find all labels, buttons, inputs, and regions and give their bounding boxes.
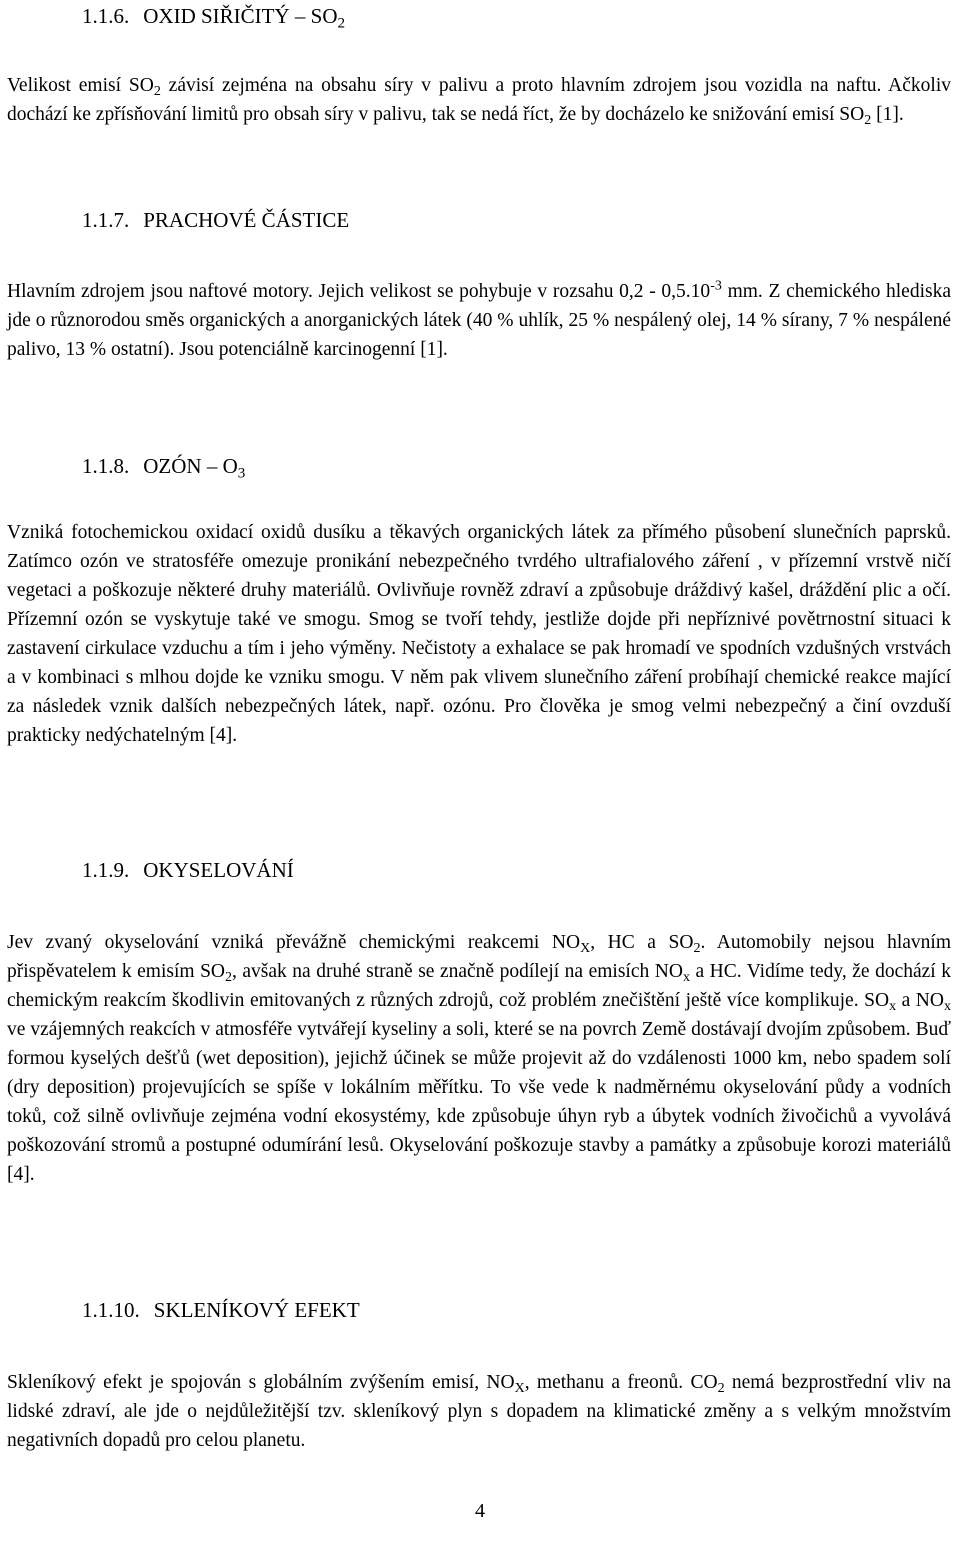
section-title: PRACHOVÉ ČÁSTICE: [143, 208, 350, 232]
section-title: OXID SIŘIČITÝ – $SO_2$: [143, 4, 346, 32]
paragraph-ozon: [7, 518, 951, 750]
section-number: 1.1.10.: [82, 1298, 140, 1322]
paragraph-oxid-siricity: [7, 71, 951, 129]
section-heading-oxid-siricity: [82, 3, 346, 32]
subscript-text: X: [580, 940, 591, 957]
subscript-text: X: [514, 1380, 525, 1397]
subscript-text: 2: [693, 940, 701, 957]
text-run: nemá bezprostřední vliv na lidské zdraví, ale jde o nejdůležitější tzv. skleníkový plyn s dopadem na klimatické změny a s velkým množstvím negativních dopadů pro celou planetu.: [7, 1372, 951, 1451]
text-run: a HC. Vidíme tedy, že dochází k chemickým reakcím škodlivin emitovaných z různých zdrojů, což problém znečištění ještě více komplikuje. SO: [7, 961, 951, 1011]
subscript-text: x: [889, 998, 897, 1015]
text-run: ve vzájemných reakcích v atmosféře vytvářejí kyseliny a soli, které se na povrch Země dostávají dvojím způsobem. Buď formou kyselých dešťů (wet deposition), jejichž účinek se může projevit až do vzdálenosti 1000 km, nebo spadem solí (dry deposition) projevujících se spíše v lokálním měřítku. To vše vede k nadměrnému okyselování půdy a vodních toků, což silně ovlivňuje zejména vodní ekosystémy, kde způsobuje úhyn ryb a úbytek vodních živočichů a vyvolává poškozování stromů a postupné odumírání lesů. Okyselování poškozuje stavby a památky a způsobuje korozi materiálů [4].: [7, 1019, 951, 1185]
text-run: Jev zvaný okyselování vzniká převážně chemickými reakcemi NO: [7, 932, 581, 953]
section-title: SKLENÍKOVÝ EFEKT: [153, 1298, 360, 1322]
subscript-text: 2: [225, 969, 233, 986]
section-number: 1.1.6.: [82, 4, 130, 28]
subscript-text: 2: [864, 112, 872, 129]
text-run: Velikost emisí SO: [7, 75, 154, 96]
subscript-text: 2: [717, 1380, 725, 1397]
section-heading-okyselovani: [82, 857, 294, 883]
subscript-text: x: [943, 998, 951, 1015]
superscript-text: -3: [710, 277, 722, 294]
text-run: Skleníkový efekt je spojován s globálním zvýšením emisí, NO: [7, 1372, 515, 1393]
section-title: OZÓN – $O_3$: [143, 454, 246, 482]
text-run: [1].: [871, 104, 904, 125]
text-run: , HC a SO: [590, 932, 694, 953]
text-run: mm. Z chemického hlediska jde o různorodou směs organických a anorganických látek (40 % uhlík, 25 % nespálený olej, 14 % sírany, 7 % nespálené palivo, 13 % ostatní). Jsou potenciálně karcinogenní [1].: [7, 281, 951, 360]
section-number: 1.1.8.: [82, 454, 130, 478]
text-run: . Automobily nejsou hlavním přispěvatelem k emisím SO: [7, 932, 952, 982]
page-number: 4: [475, 1500, 485, 1522]
section-heading-prachove-castice: [82, 207, 349, 233]
subscript-text: x: [682, 969, 690, 986]
paragraph-prachove-castice: [7, 277, 951, 364]
section-number: 1.1.7.: [82, 208, 130, 232]
text-run: Vzniká fotochemickou oxidací oxidů dusíku a těkavých organických látek za přímého působení slunečních paprsků. Zatímco ozón ve stratosféře omezuje pronikání nebezpečného tvrdého ultrafialového záření , v přízemní vrstvě ničí vegetaci a poškozuje některé druhy materiálů. Ovlivňuje rovněž zdraví a způsobuje dráždivý kašel, dráždění plic a očí. Přízemní ozón se vyskytuje také ve smogu. Smog se tvoří tehdy, jestliže dojde při nepříznivé povětrnostní situaci k zastavení cirkulace vzduchu a tím i jeho výměny. Nečistoty a exhalace se pak hromadí ve spodních vzdušných vrstvách a v kombinaci s mlhou dojde ke vzniku smogu. V něm pak vlivem slunečního záření probíhají chemické reakce mající za následek vznik dalších nebezpečných látek, např. ozónu. Pro člověka je smog velmi nebezpečný a činí ovzduší prakticky nedýchatelným [4].: [7, 522, 951, 746]
text-run: , avšak na druhé straně se značně podílejí na emisích NO: [232, 961, 683, 982]
subscript-text: 2: [153, 83, 161, 100]
text-run: a NO: [896, 990, 944, 1011]
paragraph-okyselovani: [7, 928, 951, 1189]
paragraph-sklenikovy-efekt: [7, 1368, 951, 1455]
section-title: OKYSELOVÁNÍ: [143, 858, 294, 882]
text-run: závisí zejména na obsahu síry v palivu a proto hlavním zdrojem jsou vozidla na naftu. Ačkoliv dochází ke zpřísňování limitů pro obsah síry v palivu, tak se nedá říct, že by docházelo ke snižování emisí SO: [7, 75, 951, 125]
section-number: 1.1.9.: [82, 858, 130, 882]
section-heading-sklenikovy-efekt: [82, 1297, 360, 1323]
text-run: , methanu a freonů. CO: [524, 1372, 718, 1393]
section-heading-ozon: [82, 453, 246, 482]
text-run: Hlavním zdrojem jsou naftové motory. Jejich velikost se pohybuje v rozsahu 0,2 - 0,5.10: [7, 281, 711, 302]
